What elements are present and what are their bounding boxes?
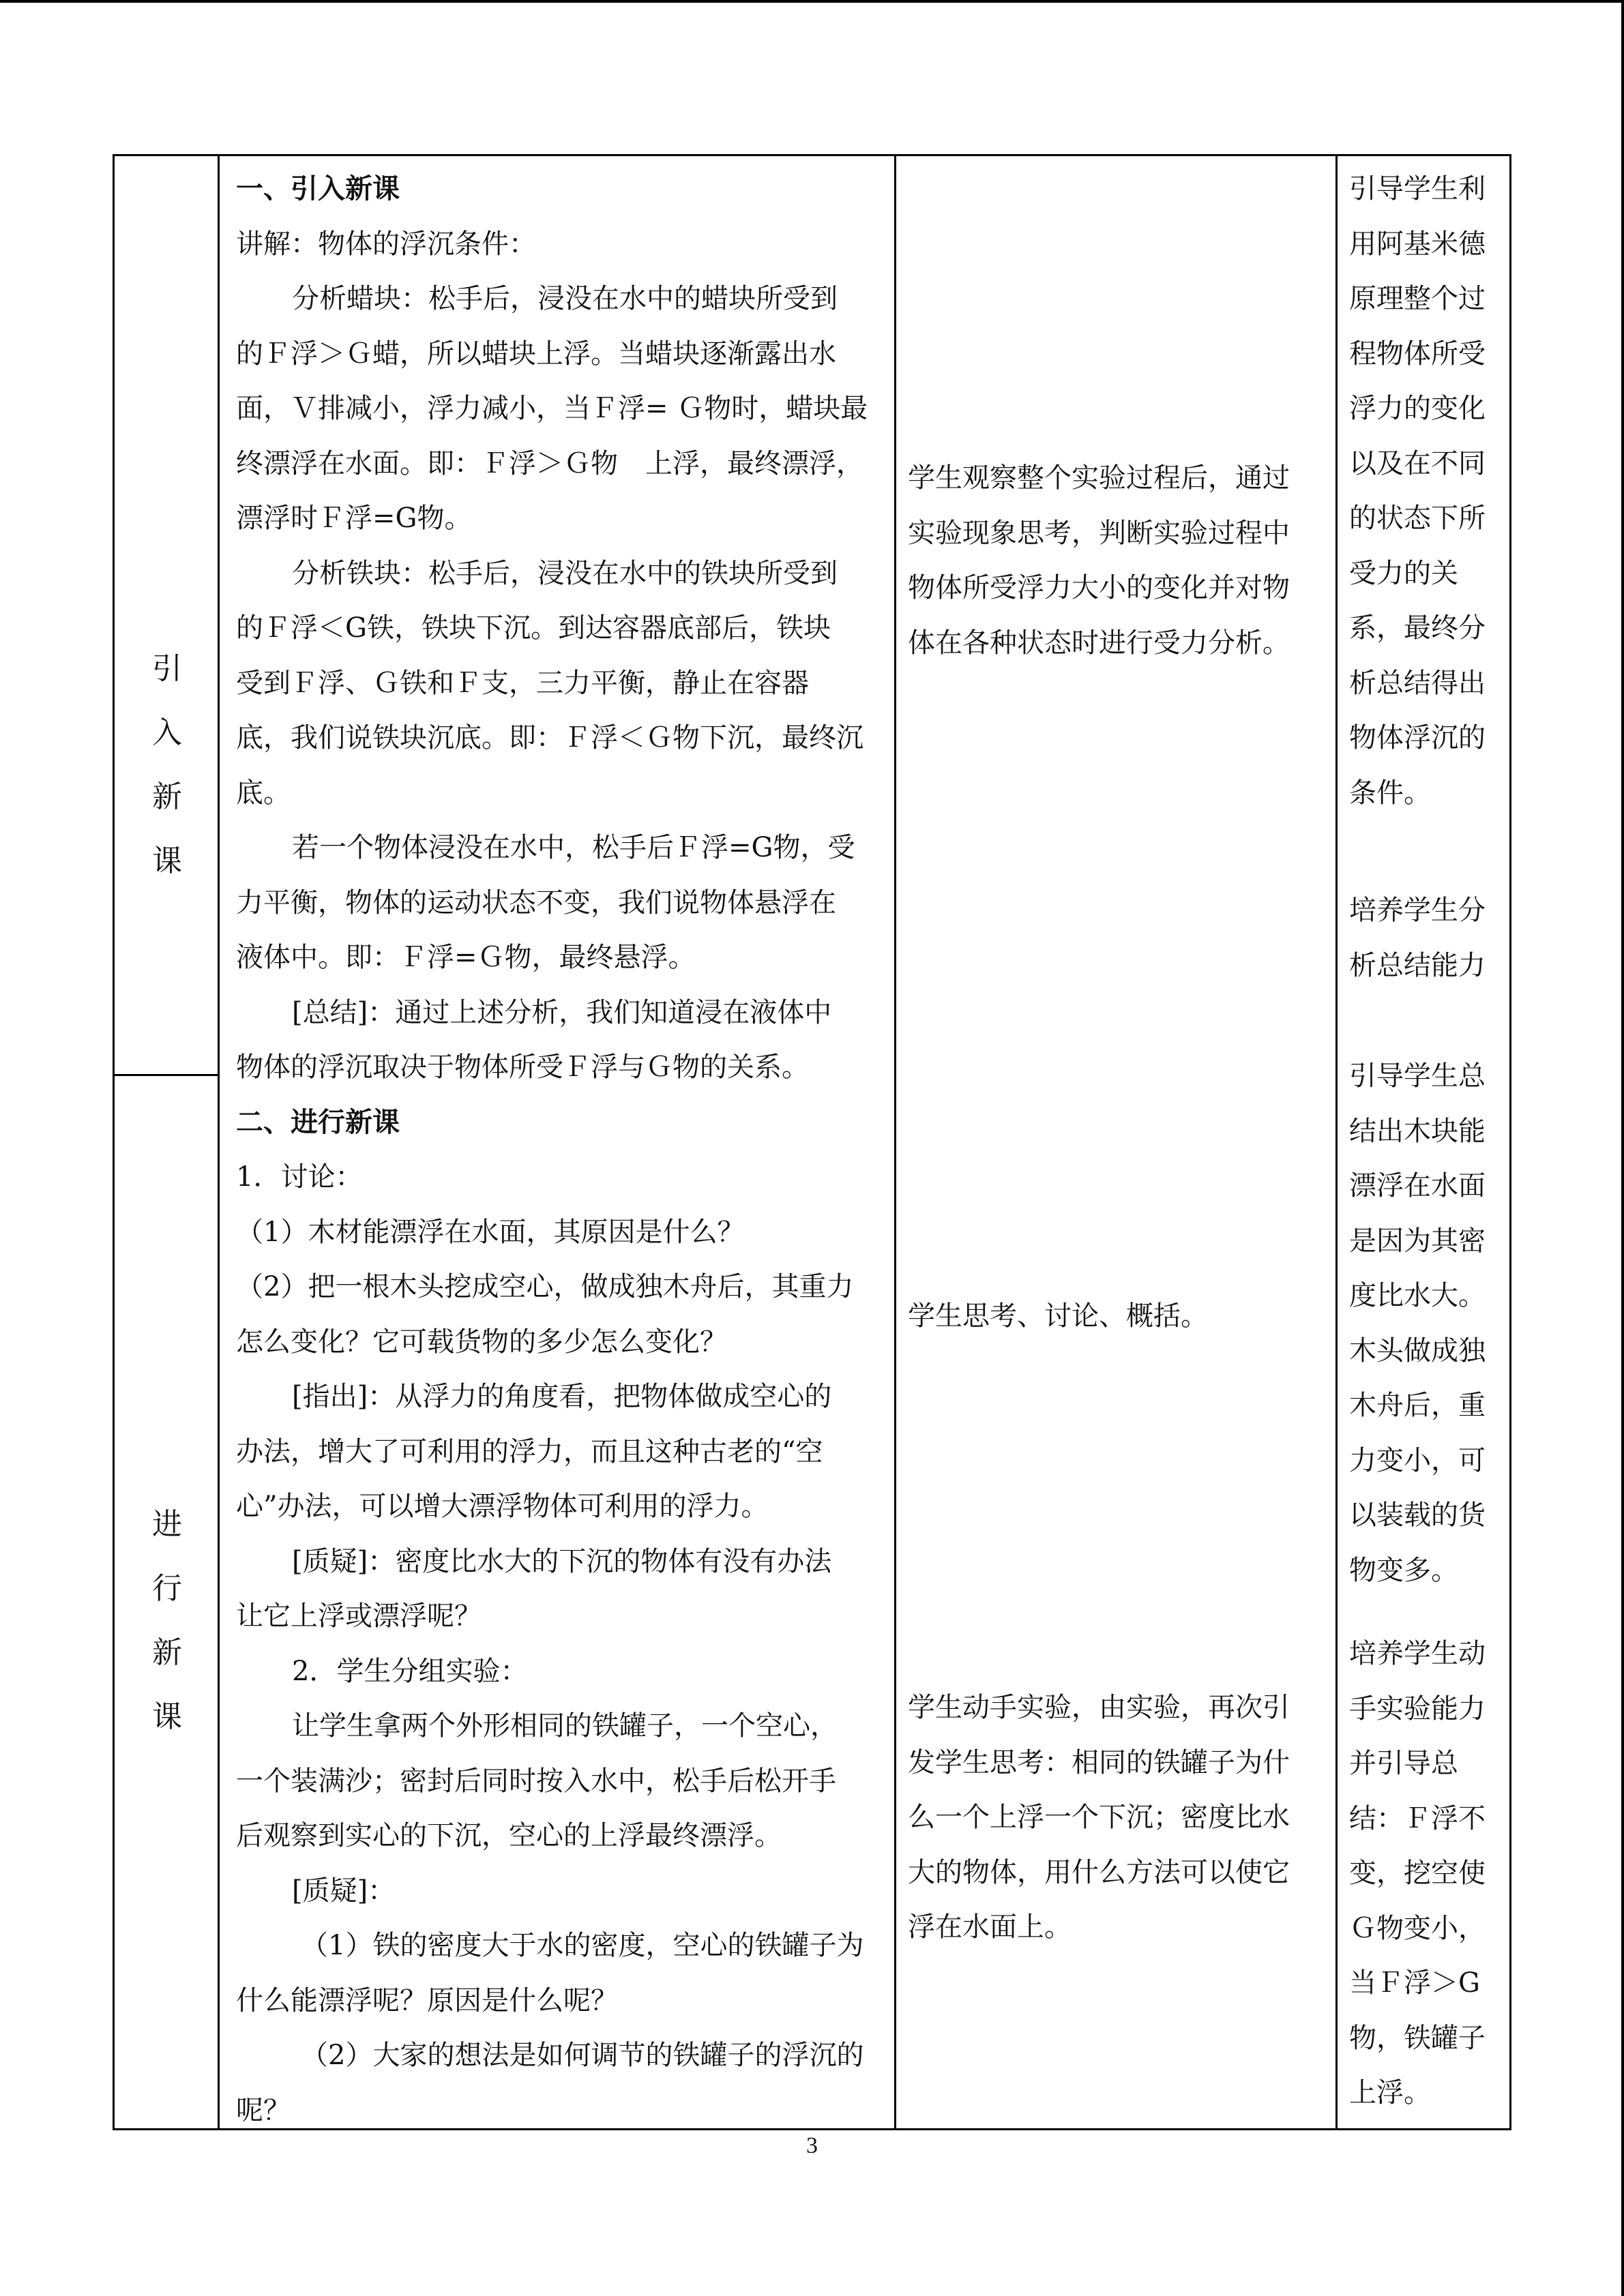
student-activity-column — [908, 156, 1290, 2128]
text-line: 分析蜡块：松手后，浸没在水中的蜡块所受到 — [292, 283, 838, 314]
text-line: 物变多。 — [1349, 1554, 1458, 1586]
column-divider — [894, 156, 896, 2128]
text-line: 力变小，可 — [1349, 1444, 1486, 1476]
text-line: 发学生思考：相同的铁罐子为什 — [908, 1746, 1290, 1778]
text-line: 一个装满沙；密封后同时按入水中，松手后松开手 — [236, 1765, 836, 1797]
text-line: 受力的关 — [1349, 557, 1458, 589]
text-line: 浮在水面上。 — [908, 1911, 1072, 1943]
text-line: 让它上浮或漂浮呢？ — [236, 1600, 482, 1632]
text-line: 度比水大。 — [1349, 1280, 1486, 1311]
text-line: [质疑]：密度比水大的下沉的物体有没有办法 — [292, 1545, 832, 1577]
page-right-border — [1621, 0, 1624, 2296]
text-line: 实验现象思考，判断实验过程中 — [908, 517, 1290, 549]
text-line: 木舟后，重 — [1349, 1390, 1486, 1421]
text-line: 学生思考、讨论、概括。 — [908, 1300, 1208, 1332]
design-intent-column — [1349, 156, 1490, 2128]
lesson-plan-table — [113, 154, 1511, 2130]
text-line: 结：Ｆ浮不 — [1349, 1802, 1486, 1834]
text-line: 引导学生总 — [1349, 1060, 1486, 1092]
text-line: 面，Ｖ排减小，浮力减小，当Ｆ浮= Ｇ物时，蜡块最 — [236, 393, 868, 424]
text-line: 系，最终分 — [1349, 612, 1486, 644]
student-activity-block — [908, 1680, 1290, 1955]
page-top-border — [0, 0, 1624, 3]
text-line: 物体所受浮力大小的变化并对物 — [908, 572, 1290, 603]
text-line: 底。 — [236, 777, 291, 809]
design-intent-block — [1349, 1049, 1486, 1598]
text-line: 并引导总 — [1349, 1748, 1458, 1779]
text-line: 呢？ — [236, 2094, 291, 2126]
design-intent-block — [1349, 162, 1486, 820]
text-line: 物体浮沉的 — [1349, 722, 1486, 754]
text-line: 物，铁罐子 — [1349, 2022, 1486, 2054]
text-line: [指出]：从浮力的角度看，把物体做成空心的 — [292, 1381, 832, 1412]
text-line: 木头做成独 — [1349, 1335, 1486, 1367]
text-line: 1．讨论： — [236, 1161, 363, 1193]
student-activity-block — [908, 451, 1290, 670]
text-line: 办法，增大了可利用的浮力，而且这种古老的“空 — [236, 1435, 823, 1467]
text-line: 大的物体，用什么方法可以使它 — [908, 1856, 1290, 1888]
text-line: 的Ｆ浮＞Ｇ蜡，所以蜡块上浮。当蜡块逐渐露出水 — [236, 338, 836, 370]
phase-char: 新 — [152, 779, 182, 814]
text-line: 后观察到实心的下沉，空心的上浮最终漂浮。 — [236, 1820, 782, 1851]
text-line: 结出木块能 — [1349, 1115, 1486, 1147]
text-line: 什么能漂浮呢？原因是什么呢？ — [236, 1984, 618, 2016]
text-line: 引导学生利 — [1349, 173, 1486, 205]
text-line: 上浮。 — [1349, 2077, 1431, 2108]
text-line: （2）大家的想法是如何调节的铁罐子的浮沉的 — [301, 2040, 864, 2071]
text-line: 浮力的变化 — [1349, 393, 1486, 424]
text-line: 底，我们说铁块沉底。即：Ｆ浮＜Ｇ物下沉，最终沉 — [236, 722, 863, 754]
text-line: 条件。 — [1349, 777, 1431, 809]
phase-label-intro — [115, 637, 220, 893]
text-line: 析总结得出 — [1349, 667, 1486, 699]
page-number: 3 — [806, 2133, 818, 2158]
phase-char: 进 — [152, 1507, 182, 1542]
text-line: 的Ｆ浮＜G铁，铁块下沉。到达容器底部后，铁块 — [236, 612, 831, 644]
text-line: 以装载的货 — [1349, 1500, 1486, 1531]
text-line: （1）铁的密度大于水的密度，空心的铁罐子为 — [301, 1930, 864, 1961]
text-line: 变，挖空使 — [1349, 1858, 1486, 1889]
column-divider — [1335, 156, 1338, 2128]
text-line: 心”办法，可以增大漂浮物体可利用的浮力。 — [236, 1491, 769, 1522]
text-line: 液体中。即：Ｆ浮=Ｇ物，最终悬浮。 — [236, 942, 696, 973]
design-intent-block — [1349, 883, 1486, 993]
text-line: 以及在不同 — [1349, 447, 1486, 479]
text-line: 受到Ｆ浮、Ｇ铁和Ｆ支，三力平衡，静止在容器 — [236, 667, 809, 699]
text-line: 学生动手实验，由实验，再次引 — [908, 1692, 1290, 1723]
text-line: 手实验能力 — [1349, 1693, 1486, 1725]
text-line: 原理整个过 — [1349, 283, 1486, 314]
phase-char: 引 — [152, 651, 182, 686]
text-line: 物体的浮沉取决于物体所受Ｆ浮与Ｇ物的关系。 — [236, 1052, 809, 1083]
teacher-activity-column — [236, 162, 884, 2138]
text-line: 是因为其密 — [1349, 1225, 1486, 1257]
text-line: 用阿基米德 — [1349, 228, 1486, 260]
text-line: （2）把一根木头挖成空心，做成独木舟后，其重力 — [236, 1271, 854, 1302]
phase-divider — [115, 1074, 220, 1076]
text-line: 漂浮在水面 — [1349, 1170, 1486, 1202]
text-line: 力平衡，物体的运动状态不变，我们说物体悬浮在 — [236, 886, 836, 919]
text-line: （1）木材能漂浮在水面，其原因是什么？ — [236, 1216, 745, 1248]
text-line: 若一个物体浸没在水中，松手后Ｆ浮=G物，受 — [292, 832, 855, 863]
phase-char: 课 — [152, 1699, 182, 1734]
design-intent-block — [1349, 1626, 1486, 2121]
text-line: 分析铁块：松手后，浸没在水中的铁块所受到 — [292, 557, 838, 589]
text-line: 的状态下所 — [1349, 503, 1486, 534]
text-line: 2．学生分组实验： — [292, 1655, 528, 1687]
text-line: Ｇ物变小， — [1349, 1912, 1486, 1944]
text-line: [质疑]： — [292, 1875, 396, 1907]
text-line: 析总结能力 — [1349, 949, 1486, 981]
column-divider — [218, 156, 220, 2128]
section-heading: 二、进行新课 — [236, 1106, 400, 1138]
text-line: 讲解：物体的浮沉条件： — [236, 228, 536, 260]
text-line: 培养学生动 — [1349, 1638, 1486, 1669]
student-activity-block — [908, 1289, 1208, 1344]
phase-char: 入 — [152, 715, 182, 750]
text-line: 当Ｆ浮＞G — [1349, 1967, 1480, 1999]
phase-char: 新 — [152, 1635, 182, 1670]
section-heading: 一、引入新课 — [236, 173, 400, 205]
text-line: 让学生拿两个外形相同的铁罐子，一个空心， — [292, 1710, 838, 1742]
text-line: 体在各种状态时进行受力分析。 — [908, 627, 1290, 659]
text-line: 终漂浮在水面。即：Ｆ浮＞Ｇ物 上浮，最终漂浮， — [236, 447, 863, 479]
text-line: 漂浮时Ｆ浮=G物。 — [236, 503, 472, 534]
text-line: 培养学生分 — [1349, 895, 1486, 926]
text-line: [总结]：通过上述分析，我们知道浸在液体中 — [292, 996, 832, 1028]
text-line: 程物体所受 — [1349, 338, 1486, 370]
text-line: 学生观察整个实验过程后，通过 — [908, 462, 1290, 494]
phase-label-new — [115, 1493, 220, 1749]
phase-char: 行 — [152, 1571, 182, 1606]
phase-char: 课 — [152, 844, 182, 878]
text-line: 么一个上浮一个下沉；密度比水 — [908, 1802, 1290, 1833]
text-line: 怎么变化？它可载货物的多少怎么变化？ — [236, 1326, 727, 1358]
